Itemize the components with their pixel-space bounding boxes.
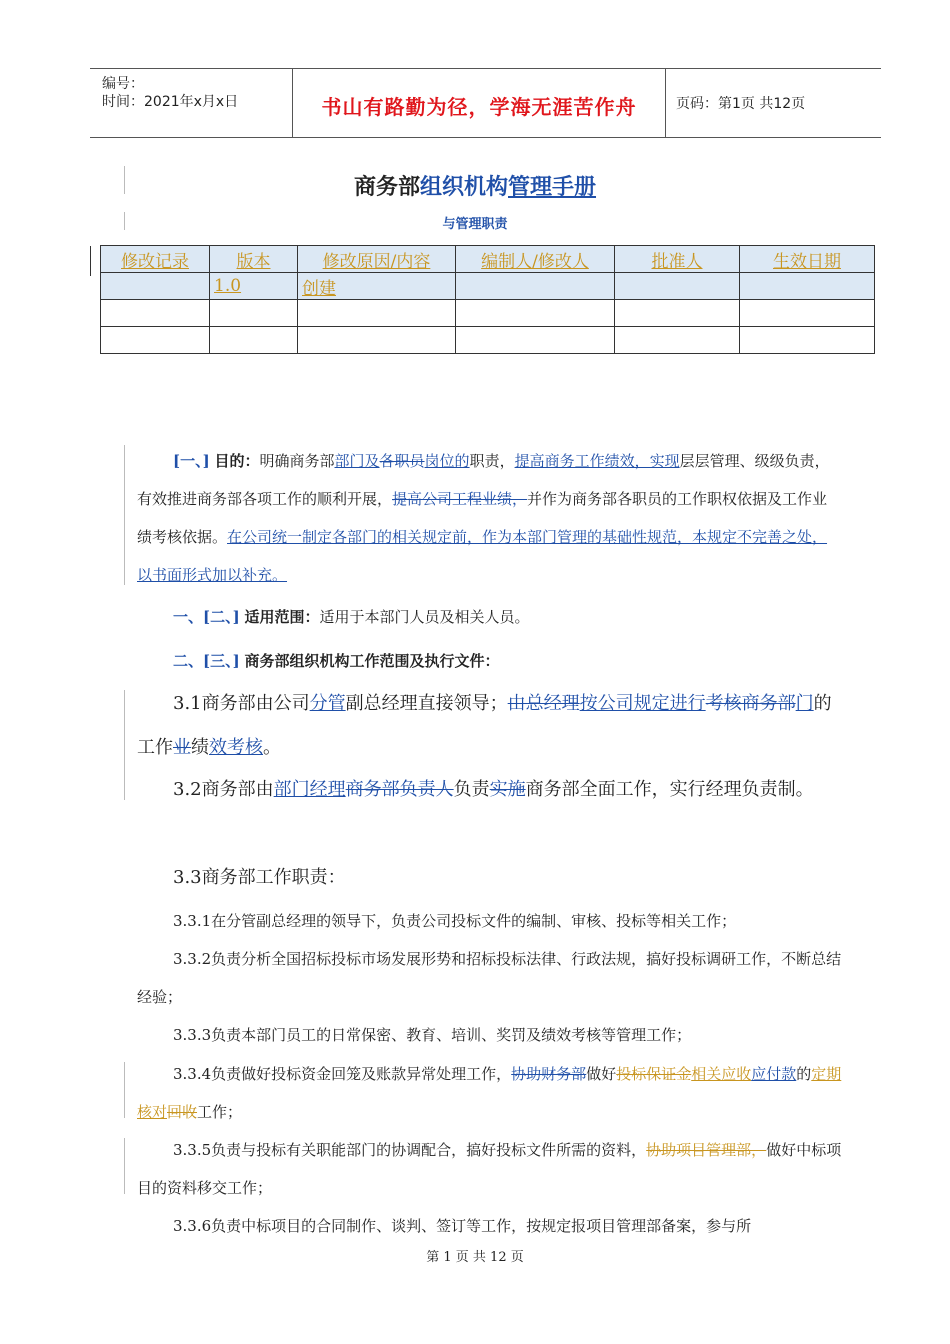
- text-run: 层层管理、级级负责，有效推进商务部各项工作的顺利开展，: [137, 452, 830, 508]
- text-run: 并作为商务部各职员的工作职权依据及工作业绩考核依据。: [137, 490, 828, 546]
- text-run: 3.3.2负责分析全国招标投标市场发展形势和招标投标法律、行政法规，搞好投标调研工作，不断总结经验；: [137, 950, 842, 1006]
- title-prefix: 商务部: [353, 174, 420, 200]
- text-run: 明确商务部: [259, 452, 335, 470]
- deleted-text: 投标保证金: [616, 1065, 692, 1083]
- deleted-text: 商务部负责人: [345, 779, 454, 800]
- time-label: 时间：2021年x月x日: [102, 94, 239, 110]
- text-run: 适用于本部门人员及相关人员。: [319, 608, 530, 626]
- item-3-3-4: [137, 1055, 842, 1131]
- table-cell: [615, 273, 740, 300]
- document-title: [0, 170, 950, 201]
- text-run: 3.3.6负责中标项目的合同制作、谈判、签订等工作，按规定报项目管理部备案，参与所: [173, 1217, 752, 1235]
- revision-bar: [124, 1138, 125, 1194]
- paragraph-3-3: [137, 856, 842, 900]
- table-cell: [210, 300, 298, 327]
- table-cell: [298, 327, 456, 354]
- text-run: 3.2商务部由: [173, 779, 274, 800]
- text-run: 职责，: [469, 452, 515, 470]
- header-left-cell: [90, 69, 292, 137]
- header-cell: 编制人/修改人: [456, 246, 615, 273]
- text-run: 绩: [191, 737, 209, 758]
- deleted-text: 回收: [167, 1103, 198, 1121]
- inserted-text: 按公司规定进行: [579, 693, 706, 714]
- page-info: 页码：第1页 共12页: [676, 96, 806, 112]
- inserted-text: 提高商务工作绩效，实现: [514, 452, 680, 470]
- revision-table: [100, 245, 875, 354]
- text-run: 3.3.5负责与投标有关职能部门的协调配合，搞好投标文件所需的资料，: [173, 1141, 647, 1159]
- text-run: 3.3.1在分管副总经理的领导下，负责公司投标文件的编制、审核、投标等相关工作；: [173, 912, 737, 930]
- deleted-text: 协助项目管理部，: [646, 1141, 767, 1159]
- table-cell: 1.0: [210, 273, 298, 300]
- deleted-text: 协助财务部: [511, 1065, 587, 1083]
- section-label: 商务部组织机构工作范围及执行文件：: [244, 652, 500, 670]
- number-label: 编号：: [102, 76, 144, 92]
- section-number: 二、[三、]: [173, 652, 240, 670]
- section-purpose: [137, 442, 842, 594]
- inserted-text: 分管: [309, 693, 346, 714]
- text-run: 3.3商务部工作职责：: [173, 867, 346, 888]
- section-scope: [137, 598, 842, 636]
- revision-bar: [124, 690, 125, 800]
- table-cell: [456, 273, 615, 300]
- item-3-3-1: [137, 902, 842, 940]
- deleted-text: 业: [173, 737, 191, 758]
- inserted-text: 应付款: [751, 1065, 797, 1083]
- table-cell: [298, 300, 456, 327]
- item-3-3-5: [137, 1131, 842, 1207]
- table-cell: [615, 327, 740, 354]
- section-label: 目的：: [214, 452, 260, 470]
- deleted-text: 各职员: [379, 452, 425, 470]
- text-run: 负责: [453, 779, 490, 800]
- item-3-3-2: [137, 940, 842, 1016]
- inserted-text: 岗位的: [424, 452, 470, 470]
- text-run: 工作；: [197, 1103, 243, 1121]
- item-3-3-6: [137, 1207, 842, 1245]
- text-run: 的: [796, 1065, 812, 1083]
- header-right-cell: [666, 69, 881, 137]
- page-footer: 第 1 页 共 12 页: [426, 1250, 524, 1265]
- paragraph-3-2: [137, 768, 842, 812]
- table-row: [101, 300, 875, 327]
- text-run: 商务部全面工作，实行经理负责制。: [525, 779, 814, 800]
- header-center-cell: [292, 69, 666, 137]
- table-cell: [101, 273, 210, 300]
- revision-bar: [124, 445, 125, 585]
- text-run: 副总经理直接领导；: [345, 693, 508, 714]
- table-header-row: [101, 246, 875, 273]
- document-subtitle: 与管理职责: [442, 217, 508, 232]
- revision-bar: [124, 1062, 125, 1118]
- table-cell: [456, 327, 615, 354]
- paragraph-3-1: [137, 682, 842, 770]
- header-cell: 生效日期: [740, 246, 875, 273]
- title-suffix: 管理手册: [508, 174, 597, 200]
- table-cell: [101, 327, 210, 354]
- text-run: 3.3.3负责本部门员工的日常保密、教育、培训、奖罚及绩效考核等管理工作；: [173, 1026, 692, 1044]
- section-label: 适用范围：: [244, 608, 320, 626]
- text-run: 。: [263, 737, 281, 758]
- section-number: 一、[二、]: [173, 608, 240, 626]
- revision-bar: [90, 246, 91, 276]
- table-row: [101, 327, 875, 354]
- table-cell: 创建: [298, 273, 456, 300]
- title-middle: 组织机构: [419, 174, 508, 200]
- deleted-text: 由总经理: [507, 693, 580, 714]
- table-cell: [101, 300, 210, 327]
- table-cell: [740, 327, 875, 354]
- inserted-text: 部门经理: [273, 779, 346, 800]
- table-cell: [456, 300, 615, 327]
- item-3-3-3: [137, 1016, 842, 1054]
- deleted-text: 提高公司工程业绩，: [392, 490, 528, 508]
- text-run: 的工作: [137, 693, 832, 758]
- inserted-text: 相关应收: [691, 1065, 752, 1083]
- inserted-text: 效考核: [209, 737, 263, 758]
- inserted-text: 门: [795, 693, 814, 714]
- header-cell: 修改原因/内容: [298, 246, 456, 273]
- inserted-text: 在公司统一制定各部门的相关规定前，作为本部门管理的基础性规范，本规定不完善之处，以书面形式加以补充。: [137, 528, 828, 584]
- text-run: 做好: [586, 1065, 617, 1083]
- header-cell: 版本: [210, 246, 298, 273]
- table-cell: [615, 300, 740, 327]
- inserted-text: 部门及: [334, 452, 380, 470]
- table-cell: [740, 300, 875, 327]
- header-cell: 批准人: [615, 246, 740, 273]
- text-run: 3.3.4负责做好投标资金回笼及账款异常处理工作，: [173, 1065, 512, 1083]
- page-header: [90, 68, 881, 138]
- header-cell: 修改记录: [101, 246, 210, 273]
- table-cell: [210, 327, 298, 354]
- text-run: 3.1商务部由公司: [173, 693, 310, 714]
- table-row: [101, 273, 875, 300]
- section-structure: [137, 642, 842, 680]
- section-number: [一、]: [173, 452, 210, 470]
- deleted-text: 考核商务部: [705, 693, 796, 714]
- deleted-text: 实施: [489, 779, 526, 800]
- motto: 书山有路勤为径，学海无涯苦作舟: [321, 95, 637, 119]
- table-cell: [740, 273, 875, 300]
- inserted-text: 定期核对: [137, 1065, 842, 1121]
- text-run: 做好中标项目的资料移交工作；: [137, 1141, 842, 1197]
